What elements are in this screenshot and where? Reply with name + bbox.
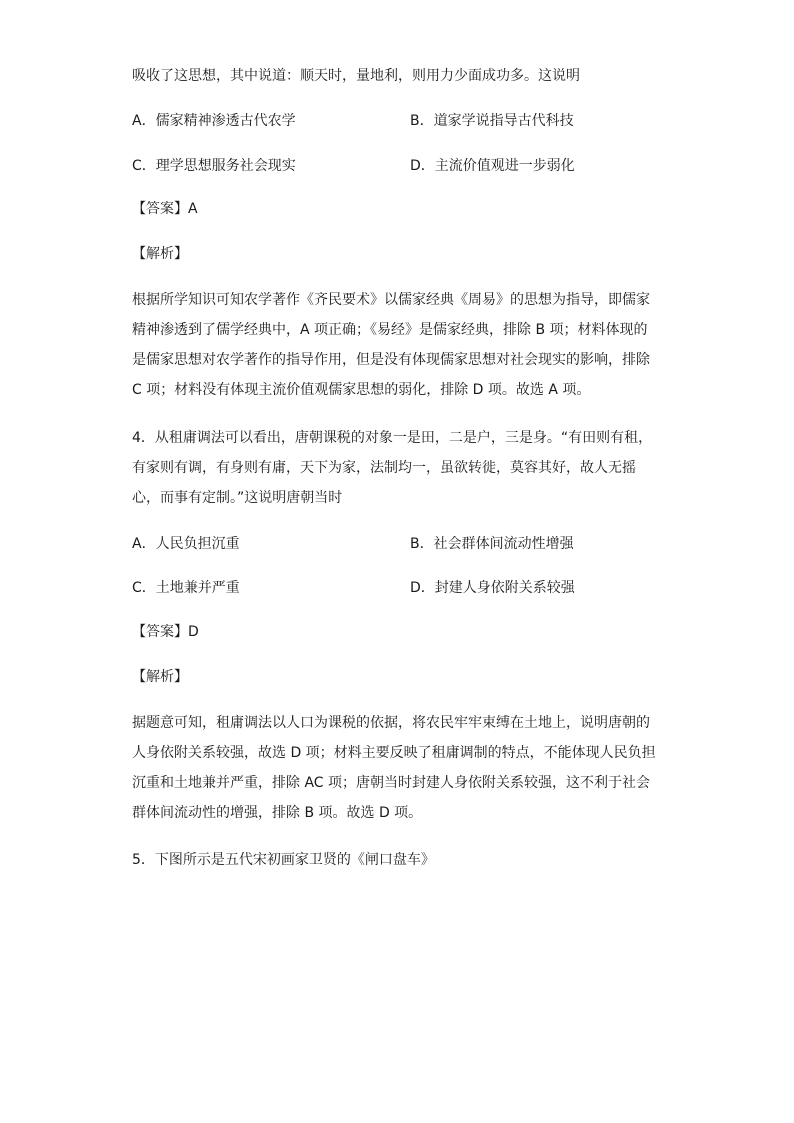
q3-analysis-line: 精神渗透到了儒学经典中，A 项正确；《易经》是儒家经典，排除 B 项；材料体现的 — [132, 322, 648, 338]
q4-stem-line: 4．从租庸调法可以看出，唐朝课税的对象一是田，二是户，三是身。“有田则有租， — [132, 430, 653, 446]
q4-analysis-line: 沉重和土地兼并严重，排除 AC 项；唐朝当时封建人身依附关系较强，这不利于社会 — [132, 775, 651, 791]
q3-option-c: C．理学思想服务社会现实 — [132, 158, 296, 174]
q3-option-d: D．主流价值观进一步弱化 — [410, 158, 575, 174]
q4-option-b: B．社会群体间流动性增强 — [410, 536, 574, 552]
q4-stem-line: 有家则有调，有身则有庸，天下为家，法制均一，虽欲转徙，莫容其好，故人无摇 — [132, 460, 636, 476]
q3-analysis-line: C 项；材料没有体现主流价值观儒家思想的弱化，排除 D 项。故选 A 项。 — [132, 382, 591, 398]
q3-analysis-line: 根据所学知识可知农学著作《齐民要术》以儒家经典《周易》的思想为指导，即儒家 — [132, 292, 650, 308]
q3-stem-tail: 吸收了这思想，其中说道：顺天时，量地利，则用力少面成功多。这说明 — [132, 68, 580, 84]
q5-stem: 5．下图所示是五代宋初画家卫贤的《闸口盘车》 — [132, 852, 435, 868]
q3-answer: 【答案】A — [132, 201, 198, 217]
q3-analysis-line: 是儒家思想对农学著作的指导作用，但是没有体现儒家思想对社会现实的影响，排除 — [132, 352, 650, 368]
q4-option-d: D．封建人身依附关系较强 — [410, 580, 575, 596]
q4-answer: 【答案】D — [132, 624, 199, 640]
q3-option-b: B．道家学说指导古代科技 — [410, 113, 574, 129]
q4-stem-line: 心，而事有定制。”这说明唐朝当时 — [132, 490, 343, 506]
q4-analysis-line: 人身依附关系较强，故选 D 项；材料主要反映了租庸调制的特点，不能体现人民负担 — [132, 745, 656, 761]
q4-option-c: C．土地兼并严重 — [132, 580, 240, 596]
q4-analysis-line: 据题意可知，租庸调法以人口为课税的依据，将农民牢牢束缚在土地上，说明唐朝的 — [132, 715, 650, 731]
q4-analysis-label: 【解析】 — [132, 669, 188, 685]
q3-option-a: A．儒家精神渗透古代农学 — [132, 113, 296, 129]
q3-analysis-label: 【解析】 — [132, 246, 188, 262]
q4-option-a: A．人民负担沉重 — [132, 536, 240, 552]
q4-analysis-line: 群体间流动性的增强，排除 B 项。故选 D 项。 — [132, 805, 423, 821]
